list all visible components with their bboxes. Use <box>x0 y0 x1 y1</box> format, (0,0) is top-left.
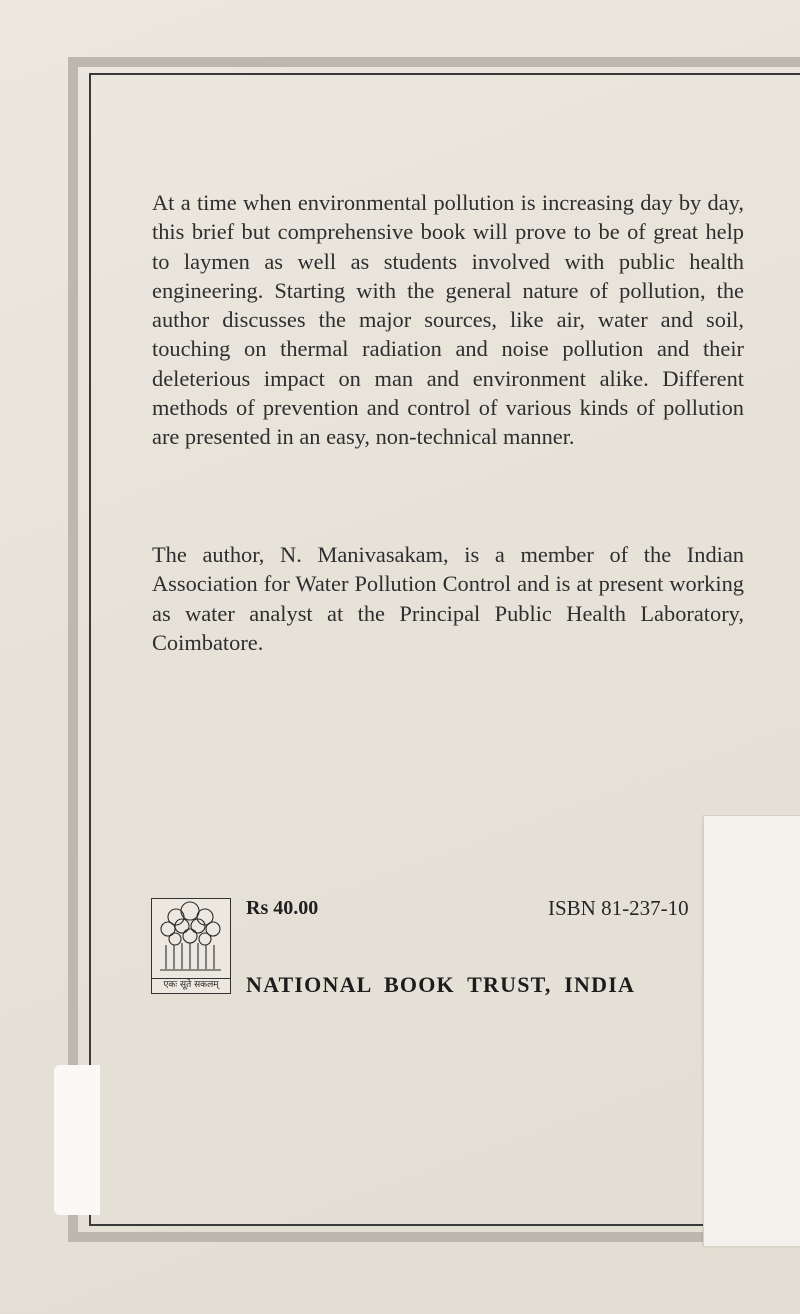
publisher-name: NATIONAL BOOK TRUST, INDIA <box>246 972 636 997</box>
library-sticker <box>703 815 800 1246</box>
logo-motto: एकः सूते सकलम् <box>152 978 230 992</box>
publisher-logo <box>151 898 231 994</box>
author-biography: The author, N. Manivasakam, is a member of the Indian Association for Water Pollution Control and is at present working as water analyst at the Principal Public Health Laboratory, Coimbatore. <box>152 542 744 655</box>
banyan-tree-icon <box>152 899 229 979</box>
isbn-number: ISBN 81-237-10 <box>548 896 689 920</box>
library-sticker-label <box>54 1065 100 1215</box>
book-description: At a time when environmental pollution is increasing day by day, this brief but comprehensive book will prove to be of great help to laymen as well as students involved with public health engineering. Starting with the general nature of pollution, the author discusses the major sources, like air, water and soil, touching on thermal radiation and noise pollution and their deleterious impact on man and environment alike. Different methods of prevention and control of various kinds of pollution are presented in an easy, non-technical manner. <box>152 190 744 450</box>
book-price: Rs 40.00 <box>246 897 319 919</box>
